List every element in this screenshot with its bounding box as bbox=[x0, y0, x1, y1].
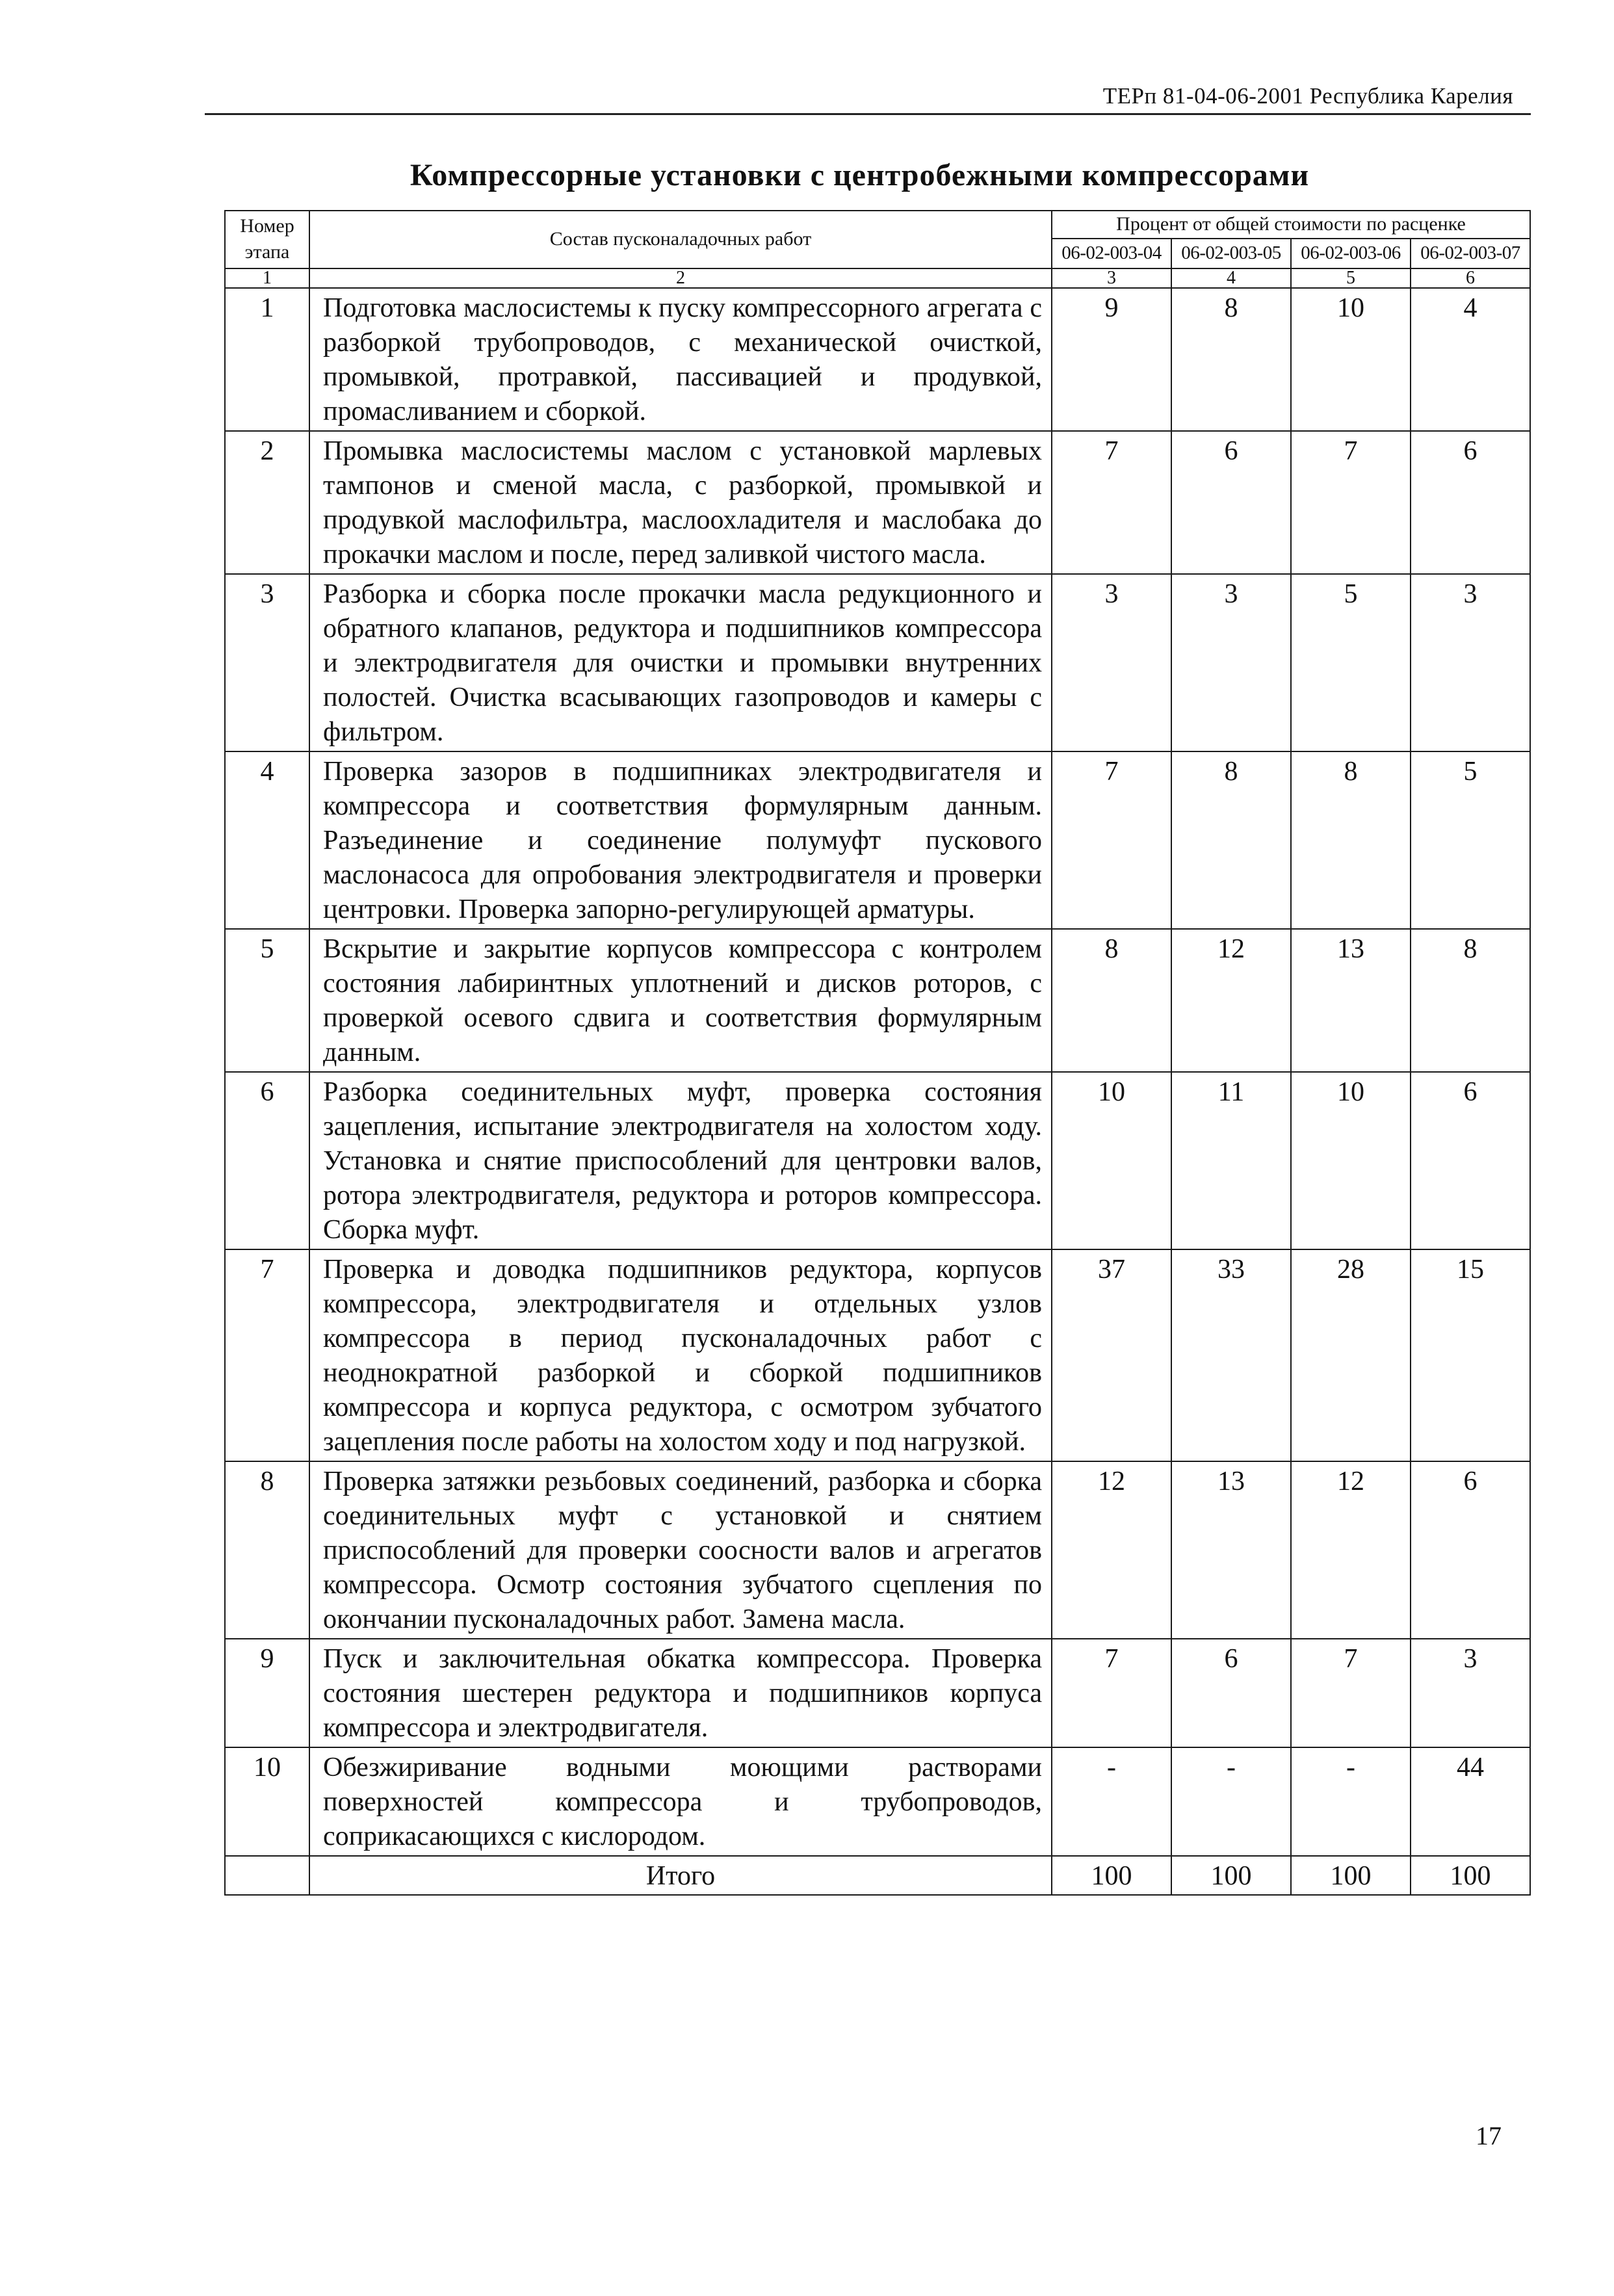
percent-value: 3 bbox=[1411, 1639, 1530, 1747]
percent-value: 9 bbox=[1052, 288, 1171, 431]
table-row bbox=[225, 1072, 1530, 1249]
stage-number: 1 bbox=[225, 288, 309, 431]
table-row bbox=[225, 431, 1530, 574]
percent-value: 10 bbox=[1052, 1072, 1171, 1249]
percent-value: 8 bbox=[1411, 929, 1530, 1072]
percent-value: 33 bbox=[1171, 1249, 1291, 1461]
percent-value: 28 bbox=[1291, 1249, 1411, 1461]
work-description: Пуск и заключительная обкатка компрессора. Проверка состояния шестерен редуктора и подшипников корпуса компрессора и электродвигателя. bbox=[309, 1639, 1052, 1747]
percent-value: 44 bbox=[1411, 1747, 1530, 1856]
table-row bbox=[225, 929, 1530, 1072]
table-row bbox=[225, 1639, 1530, 1747]
percent-value: - bbox=[1171, 1747, 1291, 1856]
stage-number: 4 bbox=[225, 751, 309, 929]
table-row bbox=[225, 1747, 1530, 1856]
work-description: Подготовка маслосистемы к пуску компрессорного агрегата с разборкой трубопроводов, с механической очисткой, промывкой, протравкой, пассивацией и продувкой, промасливанием и сборкой. bbox=[309, 288, 1052, 431]
total-value: 100 bbox=[1052, 1856, 1171, 1895]
percent-value: 5 bbox=[1411, 751, 1530, 929]
percent-value: 11 bbox=[1171, 1072, 1291, 1249]
total-label: Итого bbox=[309, 1856, 1052, 1895]
table-row bbox=[225, 574, 1530, 751]
header-code: 06-02-003-04 bbox=[1052, 239, 1171, 268]
work-description: Промывка маслосистемы маслом с установкой марлевых тампонов и сменой масла, с разборкой, промывкой и продувкой маслофильтра, маслоохладителя и маслобака до прокачки маслом и после, перед заливкой чистого масла. bbox=[309, 431, 1052, 574]
column-index: 3 bbox=[1052, 268, 1171, 288]
percent-value: 12 bbox=[1052, 1461, 1171, 1639]
table-row bbox=[225, 751, 1530, 929]
percent-value: 3 bbox=[1052, 574, 1171, 751]
header-works: Состав пусконаладочных работ bbox=[309, 211, 1052, 268]
percent-value: 3 bbox=[1411, 574, 1530, 751]
percent-value: - bbox=[1052, 1747, 1171, 1856]
header-code: 06-02-003-07 bbox=[1411, 239, 1530, 268]
commissioning-works-table bbox=[224, 210, 1531, 1896]
percent-value: 15 bbox=[1411, 1249, 1530, 1461]
percent-value: 8 bbox=[1291, 751, 1411, 929]
total-value: 100 bbox=[1171, 1856, 1291, 1895]
column-index: 1 bbox=[225, 268, 309, 288]
percent-value: 6 bbox=[1411, 1461, 1530, 1639]
percent-value: 7 bbox=[1291, 431, 1411, 574]
percent-value: 13 bbox=[1291, 929, 1411, 1072]
percent-value: 12 bbox=[1171, 929, 1291, 1072]
page-number: 17 bbox=[1476, 2121, 1502, 2150]
percent-value: 7 bbox=[1052, 1639, 1171, 1747]
table-title: Компрессорные установки с центробежными компрессорами bbox=[410, 158, 1310, 192]
percent-value: 8 bbox=[1052, 929, 1171, 1072]
column-index: 2 bbox=[309, 268, 1052, 288]
total-empty-cell bbox=[225, 1856, 309, 1895]
work-description: Обезжиривание водными моющими растворами поверхностей компрессора и трубопроводов, соприкасающихся с кислородом. bbox=[309, 1747, 1052, 1856]
percent-value: 6 bbox=[1171, 431, 1291, 574]
percent-value: 37 bbox=[1052, 1249, 1171, 1461]
stage-number: 9 bbox=[225, 1639, 309, 1747]
percent-value: 12 bbox=[1291, 1461, 1411, 1639]
stage-number: 6 bbox=[225, 1072, 309, 1249]
work-description: Проверка и доводка подшипников редуктора, корпусов компрессора, электродвигателя и отдельных узлов компрессора в период пусконаладочных работ с неоднократной разборкой и сборкой подшипников компрессора и корпуса редуктора, с осмотром зубчатого зацепления после работы на холостом ходу и под нагрузкой. bbox=[309, 1249, 1052, 1461]
work-description: Разборка и сборка после прокачки масла редукционного и обратного клапанов, редуктора и подшипников компрессора и электродвигателя для очистки и промывки внутренних полостей. Очистка всасывающих газопроводов и камеры с фильтром. bbox=[309, 574, 1052, 751]
percent-value: 5 bbox=[1291, 574, 1411, 751]
table-row bbox=[225, 288, 1530, 431]
stage-number: 5 bbox=[225, 929, 309, 1072]
header-code: 06-02-003-05 bbox=[1171, 239, 1291, 268]
header-divider bbox=[205, 113, 1531, 115]
stage-number: 8 bbox=[225, 1461, 309, 1639]
work-description: Разборка соединительных муфт, проверка состояния зацепления, испытание электродвигателя на холостом ходу. Установка и снятие приспособлений для центровки валов, ротора электродвигателя, редуктора и роторов компрессора. Сборка муфт. bbox=[309, 1072, 1052, 1249]
stage-number: 3 bbox=[225, 574, 309, 751]
column-index: 6 bbox=[1411, 268, 1530, 288]
column-index: 5 bbox=[1291, 268, 1411, 288]
header-percent-group: Процент от общей стоимости по расценке bbox=[1052, 211, 1530, 239]
percent-value: 6 bbox=[1411, 1072, 1530, 1249]
document-code: ТЕРп 81-04-06-2001 Республика Карелия bbox=[1102, 83, 1513, 109]
stage-number: 2 bbox=[225, 431, 309, 574]
total-value: 100 bbox=[1291, 1856, 1411, 1895]
percent-value: 10 bbox=[1291, 288, 1411, 431]
percent-value: 3 bbox=[1171, 574, 1291, 751]
column-index: 4 bbox=[1171, 268, 1291, 288]
work-description: Проверка зазоров в подшипниках электродвигателя и компрессора и соответствия формулярным данным. Разъединение и соединение полумуфт пускового маслонасоса для опробования электродвигателя и проверки центровки. Проверка запорно-регулирующей арматуры. bbox=[309, 751, 1052, 929]
stage-number: 10 bbox=[225, 1747, 309, 1856]
total-row bbox=[225, 1856, 1530, 1895]
percent-value: 8 bbox=[1171, 751, 1291, 929]
column-index-row bbox=[225, 268, 1530, 288]
table-row bbox=[225, 1461, 1530, 1639]
percent-value: 6 bbox=[1171, 1639, 1291, 1747]
percent-value: 6 bbox=[1411, 431, 1530, 574]
percent-value: 13 bbox=[1171, 1461, 1291, 1639]
percent-value: 7 bbox=[1052, 431, 1171, 574]
work-description: Проверка затяжки резьбовых соединений, разборка и сборка соединительных муфт с установкой и снятием приспособлений для проверки соосности валов и агрегатов компрессора. Осмотр состояния зубчатого сцепления по окончании пусконаладочных работ. Замена масла. bbox=[309, 1461, 1052, 1639]
work-description: Вскрытие и закрытие корпусов компрессора с контролем состояния лабиринтных уплотнений и дисков роторов, с проверкой осевого сдвига и соответствия формулярным данным. bbox=[309, 929, 1052, 1072]
stage-number: 7 bbox=[225, 1249, 309, 1461]
table-row bbox=[225, 1249, 1530, 1461]
percent-value: 4 bbox=[1411, 288, 1530, 431]
total-value: 100 bbox=[1411, 1856, 1530, 1895]
percent-value: 10 bbox=[1291, 1072, 1411, 1249]
header-stage: Номер этапа bbox=[225, 211, 309, 268]
header-code: 06-02-003-06 bbox=[1291, 239, 1411, 268]
percent-value: 8 bbox=[1171, 288, 1291, 431]
percent-value: 7 bbox=[1052, 751, 1171, 929]
percent-value: - bbox=[1291, 1747, 1411, 1856]
percent-value: 7 bbox=[1291, 1639, 1411, 1747]
